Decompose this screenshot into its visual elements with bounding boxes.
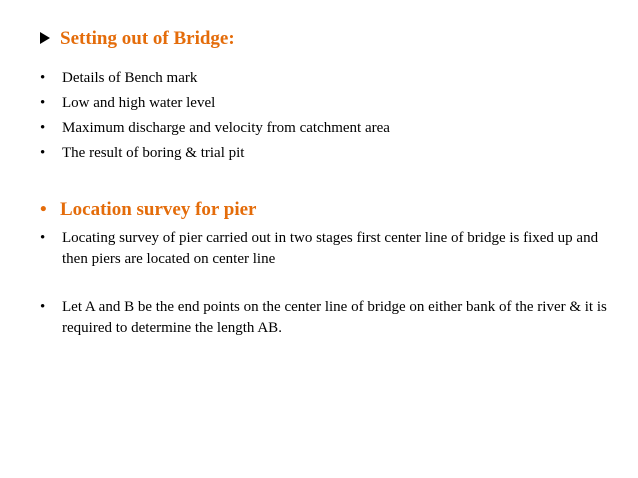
bullet-icon: • bbox=[40, 299, 46, 315]
arrow-bullet-icon bbox=[40, 32, 50, 44]
heading-bullet-icon: • bbox=[40, 199, 47, 220]
bullet-icon: • bbox=[40, 70, 46, 86]
list-item bbox=[40, 228, 620, 270]
list-item bbox=[40, 143, 620, 164]
list-item bbox=[40, 68, 620, 89]
bullet-icon: • bbox=[40, 120, 46, 136]
list-item-text: Locating survey of pier carried out in two stages first center line of bridge is fixed up and then piers are located on center line bbox=[62, 230, 599, 267]
list-item-text: The result of boring & trial pit bbox=[62, 145, 245, 161]
list-item-text: Details of Bench mark bbox=[62, 70, 198, 86]
pier-survey-list bbox=[40, 228, 620, 270]
list-item bbox=[40, 93, 620, 114]
bullet-icon: • bbox=[40, 95, 46, 111]
section-heading-setting-out bbox=[40, 28, 235, 50]
section-heading-text: Setting out of Bridge: bbox=[60, 28, 235, 49]
list-item bbox=[40, 297, 620, 339]
list-item-text: Low and high water level bbox=[62, 95, 216, 111]
bullet-icon: • bbox=[40, 145, 46, 161]
list-item-text: Maximum discharge and velocity from catchment area bbox=[62, 120, 390, 136]
pier-survey-list-continued bbox=[40, 297, 620, 339]
list-item bbox=[40, 118, 620, 139]
section-heading-text: Location survey for pier bbox=[60, 199, 257, 220]
bullet-icon: • bbox=[40, 230, 46, 246]
list-item-text: Let A and B be the end points on the center line of bridge on either bank of the river & it is required to determine the length AB. bbox=[62, 299, 607, 336]
bridge-details-list bbox=[40, 68, 620, 168]
section-heading-location-survey bbox=[40, 199, 257, 221]
